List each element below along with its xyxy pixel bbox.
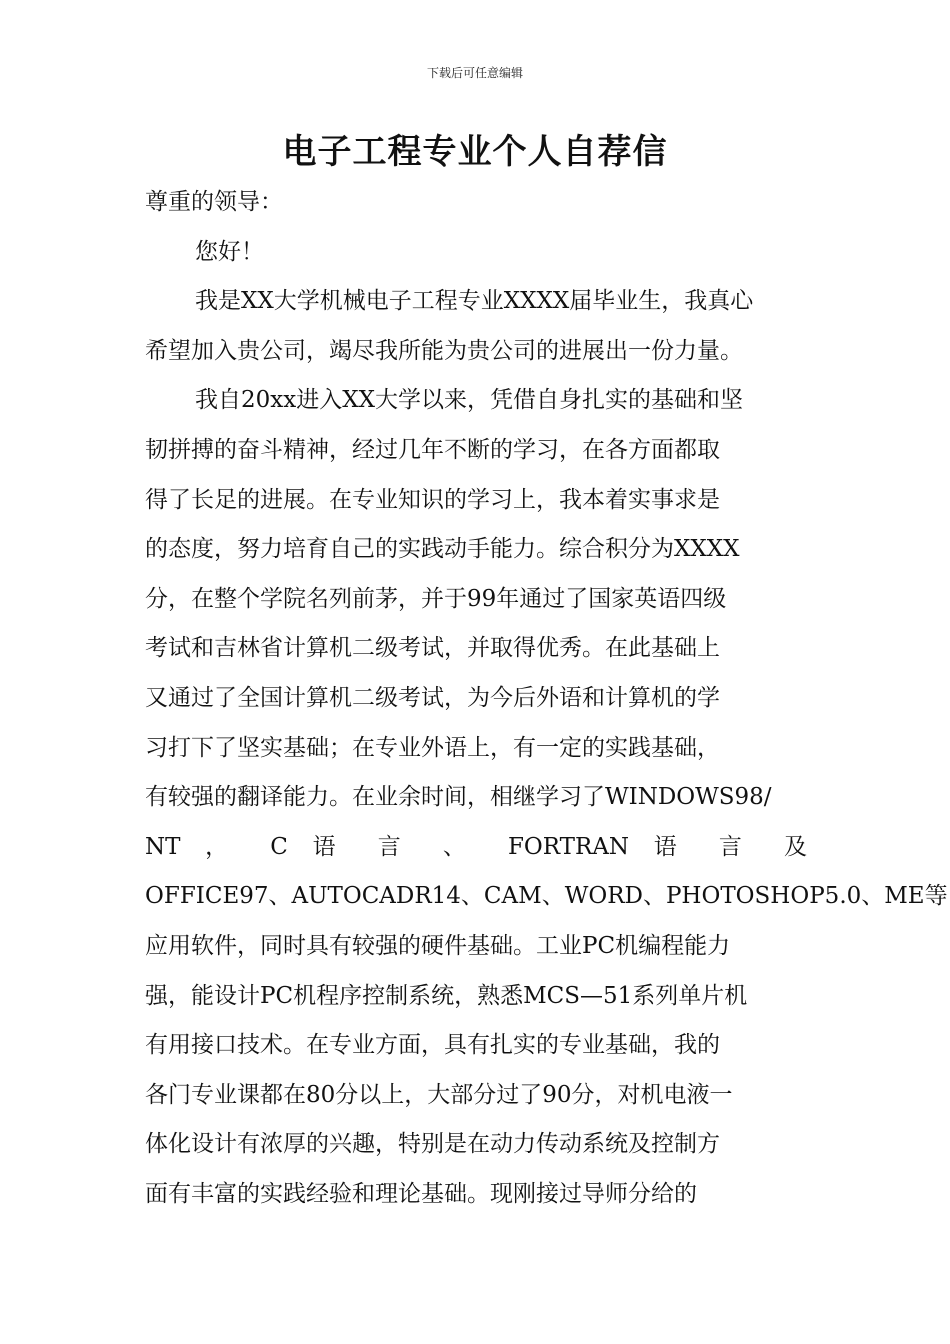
body-line: 分，在整个学院名列前茅，并于99年通过了国家英语四级: [145, 585, 727, 612]
body-line: 应用软件，同时具有较强的硬件基础。工业PC机编程能力: [145, 932, 731, 959]
body-line: 考试和吉林省计算机二级考试，并取得优秀。在此基础上: [145, 635, 720, 662]
body-line: NT ， C 语 言 、 FORTRAN 语 言 及: [145, 833, 807, 860]
body-line: OFFICE97、AUTOCADR14、CAM、WORD、PHOTOSHOP5.0、ME等: [145, 883, 948, 910]
body-line: 我是XX大学机械电子工程专业XXXX届毕业生，我真心: [195, 288, 754, 315]
body-line: 韧拼搏的奋斗精神，经过几年不断的学习，在各方面都取: [145, 436, 720, 463]
body-line: 又通过了全国计算机二级考试，为今后外语和计算机的学: [145, 684, 720, 711]
body-line: 的态度，努力培育自己的实践动手能力。综合积分为XXXX: [145, 536, 740, 563]
body-line: 希望加入贵公司，竭尽我所能为贵公司的进展出一份力量。: [145, 337, 743, 364]
body-line: 有用接口技术。在专业方面，具有扎实的专业基础，我的: [145, 1032, 720, 1059]
greeting: 您好！: [195, 238, 264, 265]
body-line: 面有丰富的实践经验和理论基础。现刚接过导师分给的: [145, 1180, 697, 1207]
body-line: 我自20xx进入XX大学以来，凭借自身扎实的基础和坚: [195, 387, 743, 414]
body-line: 得了长足的进展。在专业知识的学习上，我本着实事求是: [145, 486, 720, 513]
body-line: 各门专业课都在80分以上，大部分过了90分，对机电液一: [145, 1081, 733, 1108]
salutation: 尊重的领导：: [145, 189, 283, 215]
header-note: 下载后可任意编辑: [426, 66, 523, 80]
body-line: 体化设计有浓厚的兴趣，特别是在动力传动系统及控制方: [145, 1131, 720, 1158]
body-line: 强，能设计PC机程序控制系统，熟悉MCS—51系列单片机: [145, 982, 748, 1009]
document-title: 电子工程专业个人自荐信: [282, 132, 668, 172]
body-line: 习打下了坚实基础；在专业外语上，有一定的实践基础，: [145, 734, 720, 761]
letter-body: [145, 178, 948, 1219]
body-line: 有较强的翻译能力。在业余时间，相继学习了WINDOWS98/: [145, 784, 772, 811]
